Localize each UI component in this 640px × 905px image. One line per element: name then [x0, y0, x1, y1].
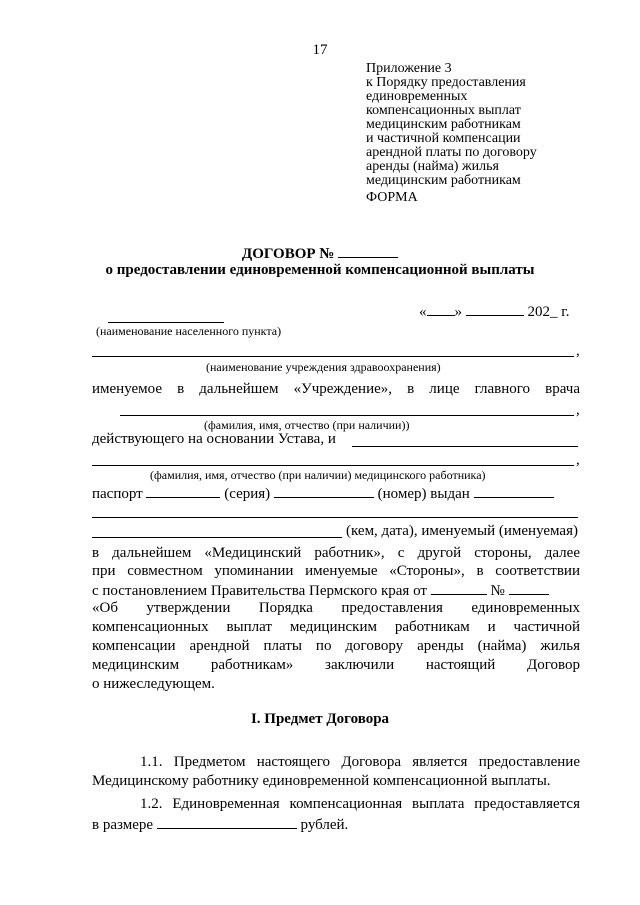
- para-line: [92, 581, 549, 600]
- who-date-text: (кем, дата), именуемый (именуемая): [346, 523, 578, 539]
- institution-blank: [92, 356, 574, 357]
- date-close-quote: »: [454, 304, 462, 320]
- para-last-line: о нижеследующем.: [92, 676, 215, 692]
- number-issued-label: (номер) выдан: [377, 486, 470, 502]
- contract-subject: о предоставлении единовременной компенсационной выплаты: [105, 262, 535, 278]
- date-open-quote: «: [419, 304, 427, 320]
- resolution-date-blank: [431, 581, 487, 595]
- amount-blank: [157, 815, 297, 829]
- acting-line: действующего на основании Устава, и: [92, 431, 336, 447]
- comma: ,: [576, 343, 580, 359]
- appendix-note: [366, 62, 537, 188]
- number-sign: №: [490, 583, 505, 599]
- comma: ,: [576, 452, 580, 468]
- worker-first-blank: [352, 446, 578, 447]
- issued-by-blank-2: [92, 517, 578, 518]
- contract-title: [0, 244, 640, 263]
- appendix-line: арендной платы по договору: [366, 145, 537, 160]
- appendix-line: медицинским работникам: [366, 173, 521, 188]
- appendix-line: Приложение 3: [366, 61, 452, 76]
- para-line: компенсации арендной платы по договору аренды (найма) жилья: [92, 638, 580, 654]
- appendix-line: аренды (найма) жилья: [366, 159, 499, 174]
- para-line: в дальнейшем «Медицинский работник», с другой стороны, далее: [92, 545, 580, 561]
- resolution-number-blank: [509, 581, 549, 595]
- date-line: [419, 302, 569, 321]
- chief-name-caption: (фамилия, имя, отчество (при наличии)): [204, 418, 410, 432]
- institution-caption: (наименование учреждения здравоохранения): [206, 360, 441, 374]
- clause-1-1-line: Медицинскому работнику единовременной компенсационной выплаты.: [92, 773, 551, 789]
- clause-1-1-line: 1.1. Предметом настоящего Договора является предоставление: [140, 754, 580, 770]
- para-line: компенсационных выплат медицинским работникам и частичной: [92, 619, 580, 635]
- appendix-line: и частичной компенсации: [366, 131, 521, 146]
- contract-number-blank: [338, 244, 398, 258]
- number-blank: [274, 484, 374, 498]
- named-line: именуемое в дальнейшем «Учреждение», в лице главного врача: [92, 381, 580, 397]
- section-heading: I. Предмет Договора: [250, 711, 390, 727]
- appendix-line: компенсационных выплат: [366, 103, 521, 118]
- series-label: (серия): [224, 486, 271, 502]
- appendix-line: медицинским работникам: [366, 117, 521, 132]
- settlement-blank: [108, 322, 224, 323]
- chief-name-blank: [120, 415, 574, 416]
- comma: ,: [576, 402, 580, 418]
- settlement-caption: (наименование населенного пункта): [96, 324, 282, 338]
- day-blank: [427, 302, 455, 316]
- contract-title-text: ДОГОВОР №: [241, 246, 335, 262]
- passport-label: паспорт: [92, 486, 143, 502]
- form-label: ФОРМА: [366, 190, 418, 205]
- worker-name-caption: (фамилия, имя, отчество (при наличии) медицинского работника): [150, 468, 486, 482]
- appendix-line: к Порядку предоставления: [366, 75, 526, 90]
- issued-by-blank-3: [92, 537, 342, 538]
- issued-by-blank: [474, 484, 554, 498]
- clause-1-2-line: [92, 815, 348, 834]
- resolution-text: с постановлением Правительства Пермского края от: [92, 583, 427, 599]
- para-line: при совместном упоминании именуемые «Стороны», в соответствии: [92, 563, 580, 579]
- month-blank: [466, 302, 524, 316]
- amount-prefix: в размере: [92, 817, 154, 833]
- amount-suffix: рублей.: [300, 817, 349, 833]
- worker-name-blank: [92, 465, 574, 466]
- appendix-line: единовременных: [366, 89, 468, 104]
- series-blank: [146, 484, 220, 498]
- passport-line: [92, 484, 554, 503]
- para-line: медицинским работникам» заключили настоящий Договор: [92, 657, 580, 673]
- year-text: 202_ г.: [527, 304, 570, 320]
- page-number: 17: [312, 42, 328, 58]
- para-line: «Об утверждении Порядка предоставления единовременных: [92, 600, 580, 616]
- clause-1-2-line: 1.2. Единовременная компенсационная выплата предоставляется: [140, 796, 580, 812]
